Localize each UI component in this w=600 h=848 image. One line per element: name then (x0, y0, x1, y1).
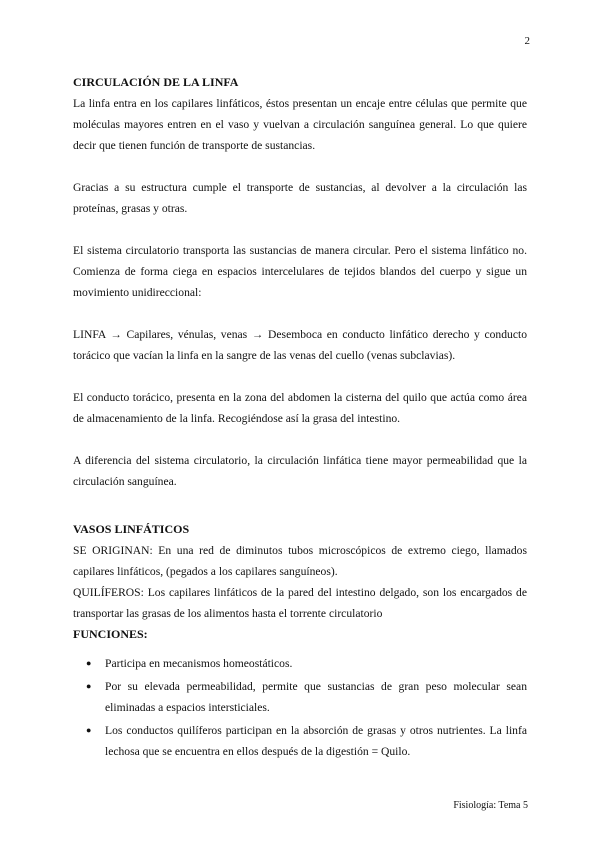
paragraph: SE ORIGINAN: En una red de diminutos tubos microscópicos de extremo ciego, llamados capilares linfáticos, (pegados a los capilares sanguíneos). (73, 544, 527, 578)
document-body (73, 66, 527, 764)
paragraph: La linfa entra en los capilares linfáticos, éstos presentan un encaje entre células que permite que moléculas mayores entren en el vaso y vuelvan a circulación sanguínea general. Lo que quiere decir que tienen función de transporte de sustancias. (73, 97, 527, 152)
list-item: ● Por su elevada permeabilidad, permite que sustancias de gran peso molecular sean eliminadas a espacios intersticiales. (105, 676, 527, 718)
section-title-funciones: FUNCIONES: (73, 627, 148, 641)
paragraph: Gracias a su estructura cumple el transporte de sustancias, al devolver a la circulación las proteínas, grasas y otras. (73, 181, 527, 215)
paragraph: A diferencia del sistema circulatorio, la circulación linfática tiene mayor permeabilidad que la circulación sanguínea. (73, 454, 527, 488)
paragraph: LINFA → Capilares, vénulas, venas → Desemboca en conducto linfático derecho y conducto torácico que vacían la linfa en la sangre de las venas del cuello (venas subclavias). (73, 328, 527, 362)
section-title-vasos: VASOS LINFÁTICOS (73, 522, 190, 536)
paragraph: QUILÍFEROS: Los capilares linfáticos de la pared del intestino delgado, son los encargados de transportar las grasas de los alimentos hasta el torrente circulatorio (73, 586, 527, 620)
list-item: ● Los conductos quilíferos participan en la absorción de grasas y otros nutrientes. La linfa lechosa que se encuentra en ellos después de la digestión = Quilo. (105, 720, 527, 762)
page-number: 2 (524, 35, 530, 47)
paragraph: El conducto torácico, presenta en la zona del abdomen la cisterna del quilo que actúa como área de almacenamiento de la linfa. Recogiéndose así la grasa del intestino. (73, 391, 527, 425)
page-footer: Fisiología: Tema 5 (453, 800, 528, 811)
list-item: ● Participa en mecanismos homeostáticos. (105, 653, 527, 674)
functions-list (73, 653, 527, 762)
paragraph: El sistema circulatorio transporta las sustancias de manera circular. Pero el sistema linfático no. Comienza de forma ciega en espacios intercelulares de tejidos blandos del cuerpo y sigue un movimiento unidireccional: (73, 244, 527, 299)
section-title-circulacion: CIRCULACIÓN DE LA LINFA (73, 75, 239, 89)
